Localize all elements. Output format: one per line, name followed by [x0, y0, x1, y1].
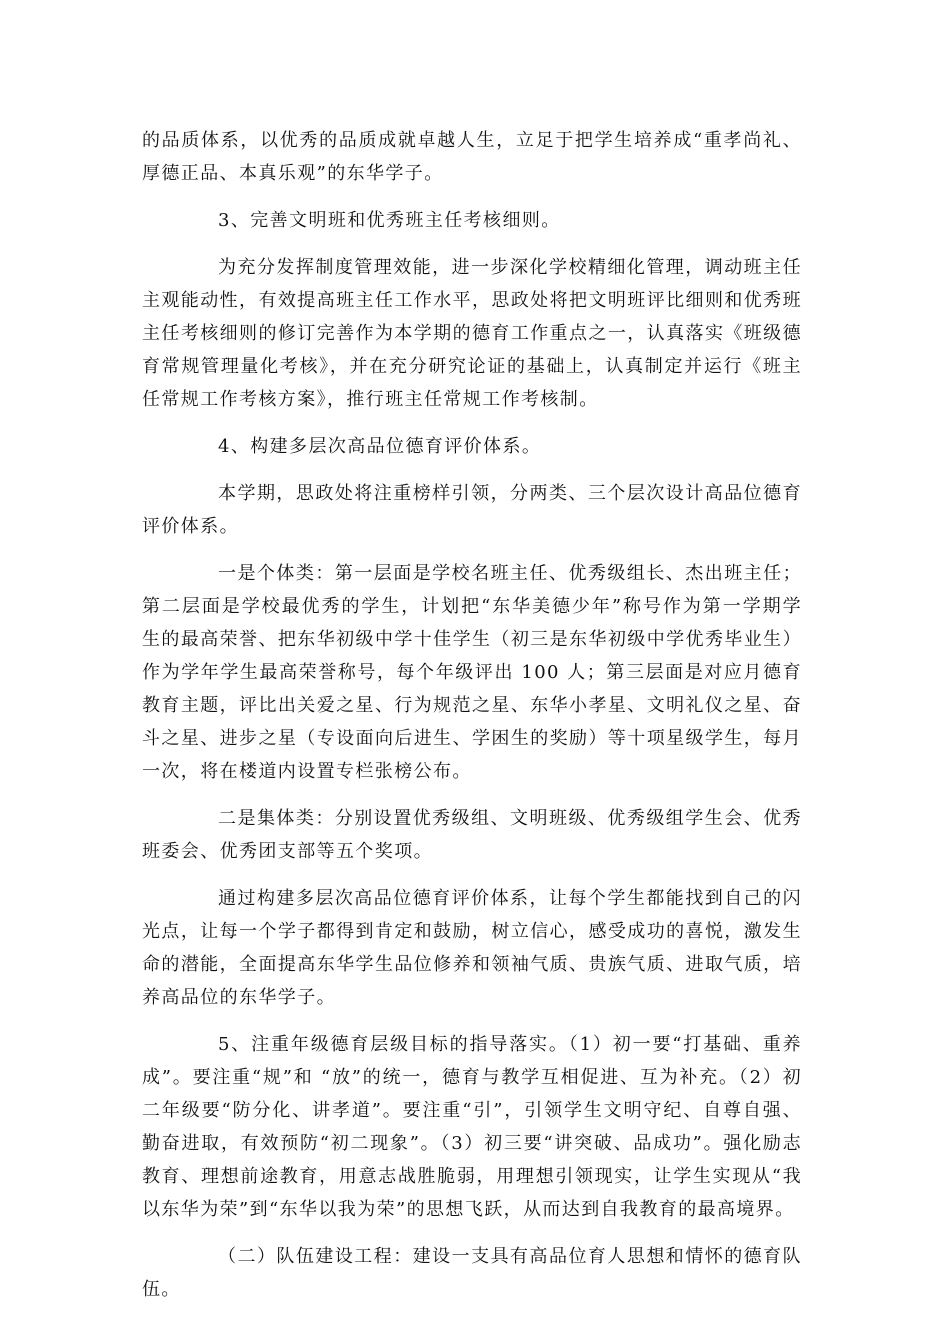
paragraph-evaluation-summary: 通过构建多层次高品位德育评价体系，让每个学生都能找到自己的闪光点，让每一个学子都得到肯定和鼓励，树立信心，感受成功的喜悦，激发生命的潜能，全面提高东华学生品位修养和领袖气质、贵族气质、进取气质，培养高品位的东华学子。: [142, 888, 802, 1008]
paragraph-individual-category: 一是个体类：第一层面是学校名班主任、优秀级组长、杰出班主任；第二层面是学校最优秀的学生，计划把“东华美德少年”称号作为第一学期学生的最高荣誉、把东华初级中学十佳学生（初三是东华初级中学优秀毕业生）作为学年学生最高荣誉称号，每个年级评出 100 人；第三层面是对应月德育教育主题，评比出关爱之星、行为规范之星、东华小孝星、文明礼仪之星、奋斗之星、进步之星（专设面向后进生、学困生的奖励）等十项星级学生，每月一次，将在楼道内设置专栏张榜公布。: [142, 563, 802, 782]
paragraph-collective-category: 二是集体类：分别设置优秀级组、文明班级、优秀级组学生会、优秀班委会、优秀团支部等五个奖项。: [142, 808, 802, 862]
paragraph-continuation: 的品质体系，以优秀的品质成就卓越人生，立足于把学生培养成“重孝尚礼、厚德正品、本真乐观”的东华学子。: [142, 130, 802, 184]
section-heading-3: 3、完善文明班和优秀班主任考核细则。: [218, 210, 561, 231]
section-heading-5: 5、注重年级德育层级目标的指导落实。（1）初一要“打基础、重养成”。要注重“规”和 “放”的统一，德育与教学互相促进、互为补充。（2）初二年级要“防分化、讲孝道”。要注重“引”，引领学生文明守纪、自尊自强、勤奋进取，有效预防“初二现象”。（3）初三要“讲突破、品成功”。强化励志教育、理想前途教育，用意志战胜脆弱，用理想引领现实，让学生实现从“我以东华为荣”到“东华以我为荣”的思想飞跃，从而达到自我教育的最高境界。: [142, 1034, 802, 1220]
document-body: [142, 124, 802, 1306]
paragraph-class-evaluation: 为充分发挥制度管理效能，进一步深化学校精细化管理，调动班主任主观能动性，有效提高班主任工作水平，思政处将把文明班评比细则和优秀班主任考核细则的修订完善作为本学期的德育工作重点之一，认真落实《班级德育常规管理量化考核》，并在充分研究论证的基础上，认真制定并运行《班主任常规工作考核方案》，推行班主任常规工作考核制。: [142, 257, 802, 410]
section-heading-4: 4、构建多层次高品位德育评价体系。: [218, 436, 542, 457]
section-heading-team-building: （二）队伍建设工程：建设一支具有高品位育人思想和情怀的德育队伍。: [142, 1246, 802, 1300]
paragraph-evaluation-system: 本学期，思政处将注重榜样引领，分两类、三个层次设计高品位德育评价体系。: [142, 483, 802, 537]
